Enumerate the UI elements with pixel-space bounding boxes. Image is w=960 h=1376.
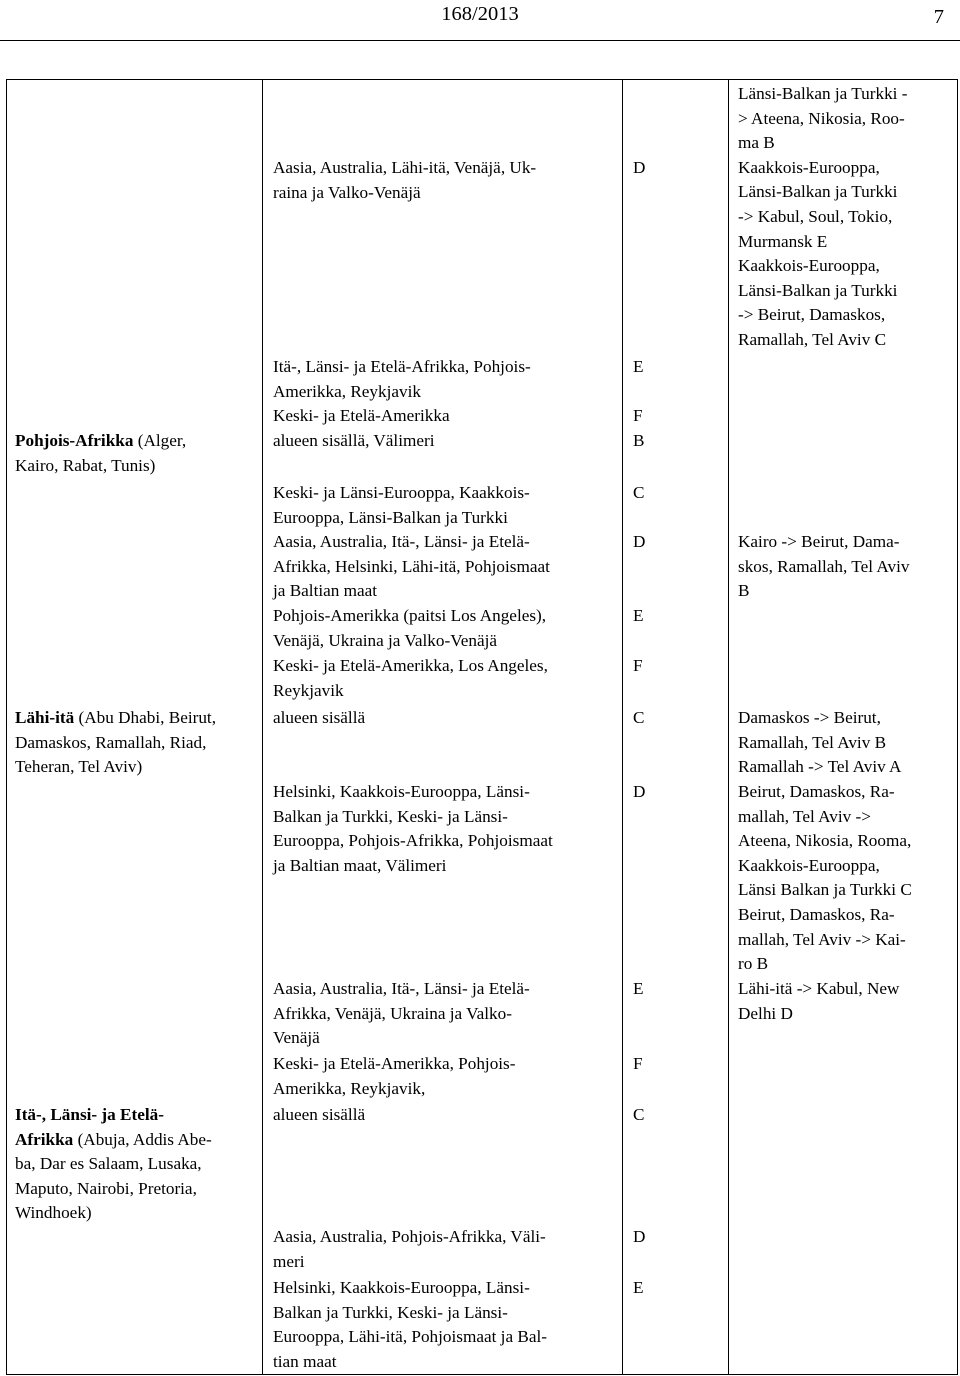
destination-cell: Aasia, Australia, Itä-, Länsi- ja Etelä- Afrikka, Helsinki, Lähi-itä, Pohjoismaat ja Baltian maat (273, 532, 550, 601)
region-name: Pohjois-Afrikka (15, 431, 134, 450)
header-rule (0, 40, 960, 41)
note-cell: Beirut, Damaskos, Ra- mallah, Tel Aviv -> Ateena, Nikosia, Rooma, Kaakkois-Eurooppa, Länsi Balkan ja Turkki C Beirut, Damaskos, Ra- mallah, Tel Aviv -> Kai- ro B (738, 782, 912, 974)
class-cell: C (633, 483, 645, 502)
destination-cell: Pohjois-Amerikka (paitsi Los Angeles), Venäjä, Ukraina ja Valko-Venäjä (273, 606, 547, 650)
region-cities: (Alger, Kairo, Rabat, Tunis) (15, 431, 187, 475)
destination-cell: Keski- ja Etelä-Amerikka (273, 406, 450, 425)
region-cell (15, 706, 250, 780)
region-cell (15, 429, 250, 478)
destination-cell: alueen sisällä (273, 1105, 366, 1124)
class-cell: E (633, 606, 644, 625)
region-cities: (Abuja, Addis Abe- ba, Dar es Salaam, Lusaka, Maputo, Nairobi, Pretoria, Windhoek) (15, 1129, 212, 1223)
column-divider (622, 79, 623, 1375)
note-cell: Damaskos -> Beirut, Ramallah, Tel Aviv B Ramallah -> Tel Aviv A (738, 708, 902, 777)
destination-cell: alueen sisällä (273, 708, 366, 727)
destination-cell: Keski- ja Etelä-Amerikka, Los Angeles, Reykjavik (273, 656, 548, 700)
destination-cell: Aasia, Australia, Itä-, Länsi- ja Etelä- Afrikka, Venäjä, Ukraina ja Valko- Venäjä (273, 979, 530, 1048)
destination-cell: Helsinki, Kaakkois-Eurooppa, Länsi- Balkan ja Turkki, Keski- ja Länsi- Eurooppa, Pohjois-Afrikka, Pohjoismaat ja Baltian maat, Välimeri (273, 782, 553, 875)
column-divider (728, 79, 729, 1375)
class-cell: D (633, 532, 646, 551)
destination-cell: Keski- ja Etelä-Amerikka, Pohjois- Amerikka, Reykjavik, (273, 1054, 516, 1098)
column-divider (262, 79, 263, 1375)
document-number: 168/2013 (441, 3, 519, 25)
class-cell: F (633, 1054, 643, 1073)
region-name: Itä-, Länsi- ja Etelä- Afrikka (15, 1105, 164, 1149)
destination-cell: alueen sisällä, Välimeri (273, 431, 435, 450)
class-cell: C (633, 1105, 645, 1124)
region-name: Lähi-itä (15, 708, 75, 727)
class-cell: E (633, 1278, 644, 1297)
destination-cell: Keski- ja Länsi-Eurooppa, Kaakkois- Eurooppa, Länsi-Balkan ja Turkki (273, 483, 530, 527)
class-cell: F (633, 656, 643, 675)
note-cell: Kairo -> Beirut, Dama- skos, Ramallah, Tel Aviv B (738, 532, 910, 601)
destination-cell: Aasia, Australia, Lähi-itä, Venäjä, Uk- raina ja Valko-Venäjä (273, 158, 537, 202)
class-cell: F (633, 406, 643, 425)
class-cell: E (633, 357, 644, 376)
destination-cell: Itä-, Länsi- ja Etelä-Afrikka, Pohjois- Amerikka, Reykjavik (273, 357, 531, 401)
class-cell: D (633, 1227, 646, 1246)
page-number: 7 (933, 6, 944, 28)
destination-cell: Helsinki, Kaakkois-Eurooppa, Länsi- Balkan ja Turkki, Keski- ja Länsi- Eurooppa, Lähi-itä, Pohjoismaat ja Bal- tian maat (273, 1278, 547, 1371)
class-cell: D (633, 782, 646, 801)
note-cell: Lähi-itä -> Kabul, New Delhi D (738, 979, 900, 1023)
region-cities: (Abu Dhabi, Beirut, Damaskos, Ramallah, Riad, Teheran, Tel Aviv) (15, 708, 216, 777)
destination-cell: Aasia, Australia, Pohjois-Afrikka, Väli- meri (273, 1227, 546, 1271)
class-cell: D (633, 158, 646, 177)
note-cell: Länsi-Balkan ja Turkki - > Ateena, Nikosia, Roo- ma B Kaakkois-Eurooppa, Länsi-Balkan ja Turkki -> Kabul, Soul, Tokio, Murmansk E Kaakkois-Eurooppa, Länsi-Balkan ja Turkki -> Beirut, Damaskos, Ramallah, Tel Aviv C (738, 84, 908, 349)
class-cell: B (633, 431, 645, 450)
class-cell: C (633, 708, 645, 727)
region-cell (15, 1103, 250, 1226)
class-cell: E (633, 979, 644, 998)
